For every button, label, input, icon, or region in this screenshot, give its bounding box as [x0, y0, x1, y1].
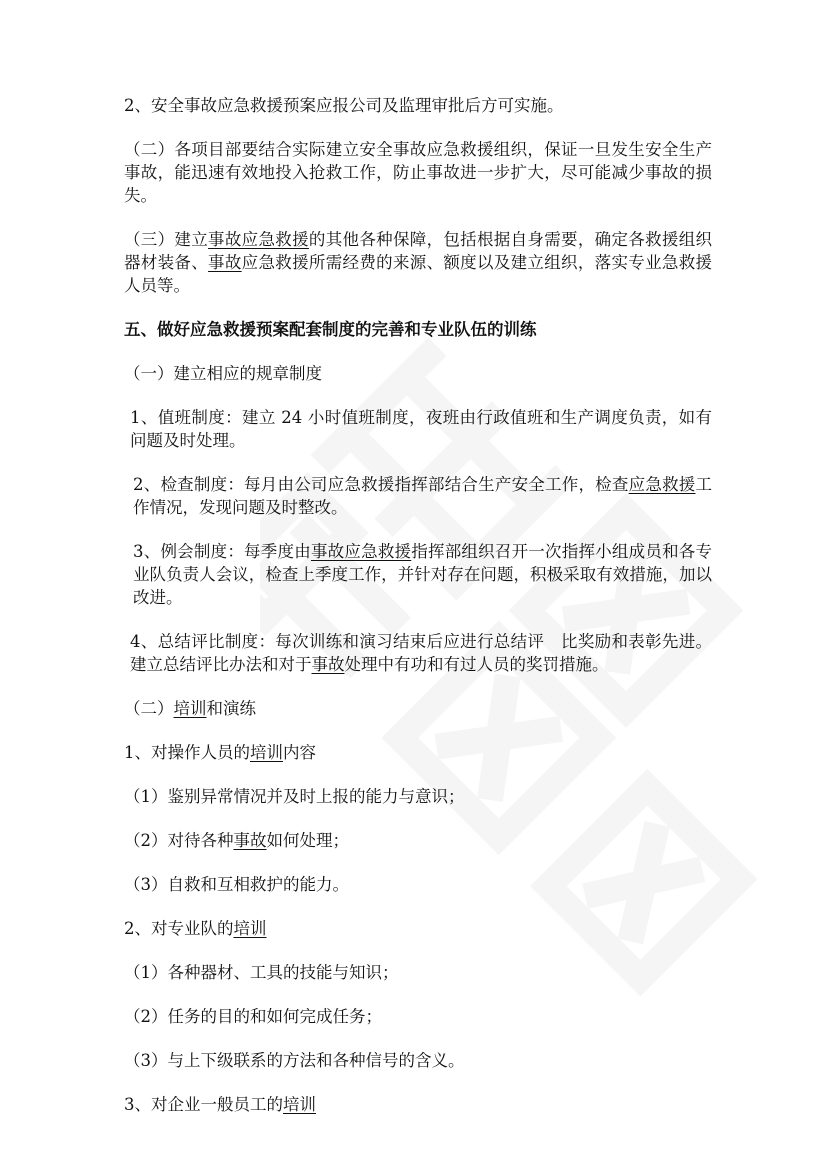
- rule-evaluation: [124, 630, 712, 676]
- text-run: 的其他各种保障，包括根据自身需要，确定各救援组织器材装备、: [124, 230, 713, 272]
- rule-duty: [124, 406, 712, 452]
- text-run: 3、例会制度：每季度由: [133, 542, 311, 561]
- text-run: 和演练: [206, 699, 256, 718]
- paragraph-text: 1、值班制度：建立 24 小时值班制度，夜班由行政值班和生产调度负责，如有问题及时处理。: [130, 408, 712, 450]
- underlined-term: 应急救援: [628, 475, 696, 494]
- subheading-text: （一）建立相应的规章制度: [124, 364, 322, 383]
- training-operators: [124, 741, 712, 764]
- rule-meeting: [124, 540, 712, 609]
- rule-inspection: [124, 473, 712, 519]
- text-run: 3、对企业一般员工的: [124, 1095, 283, 1114]
- text-run: 处理中有功和有过人员的奖罚措施。: [344, 655, 609, 674]
- text-run: （2）对待各种: [124, 831, 234, 850]
- paragraph-organization: [124, 138, 712, 207]
- underlined-term: 培训: [173, 699, 207, 718]
- list-item: [124, 1005, 712, 1028]
- list-item: [124, 961, 712, 984]
- paragraph-text: （二）各项目部要结合实际建立安全事故应急救援组织，保证一旦发生安全生产事故，能迅速有效地投入抢救工作，防止事故进一步扩大，尽可能减少事故的损失。: [124, 140, 712, 205]
- text-run: 1、对操作人员的: [124, 743, 250, 762]
- heading-text: 五、做好应急救援预案配套制度的完善和专业队伍的训练: [124, 320, 537, 339]
- list-item: [124, 1049, 712, 1072]
- paragraph-safeguards: [124, 228, 712, 297]
- text-run: 2、对专业队的: [124, 919, 234, 938]
- text-run: （二）: [124, 699, 174, 718]
- underlined-term: 事故: [208, 253, 242, 272]
- list-item: [124, 829, 712, 852]
- text-run: 指挥部组织召开一次指挥小组成员和各专业队负责人会议，检查上季度工作，并针对存在问题，积极采取有效措施，加以改进。: [133, 542, 713, 607]
- list-item-text: （3）与上下级联系的方法和各种信号的含义。: [124, 1051, 465, 1070]
- training-general-staff: [124, 1093, 712, 1116]
- section-heading-five: [124, 318, 712, 341]
- underlined-term: 事故: [233, 831, 267, 850]
- text-run: （三）建立: [124, 230, 209, 249]
- subheading-regulations: [124, 362, 712, 385]
- underlined-term: 事故: [311, 655, 345, 674]
- paragraph-approval: [124, 94, 712, 117]
- subheading-training: [124, 697, 712, 720]
- list-item: [124, 873, 712, 896]
- text-run: 如何处理；: [266, 831, 349, 850]
- underlined-term: 培训: [233, 919, 267, 938]
- text-run: 内容: [283, 743, 316, 762]
- text-run: 2、检查制度：每月由公司应急救援指挥部结合生产安全工作，检查: [133, 475, 629, 494]
- list-item-text: （2）任务的目的和如何完成任务；: [124, 1007, 382, 1026]
- paragraph-text: 2、安全事故应急救援预案应报公司及监理审批后方可实施。: [124, 96, 564, 115]
- underlined-term: 培训: [283, 1095, 316, 1114]
- list-item-text: （1）鉴别异常情况并及时上报的能力与意识；: [124, 787, 465, 806]
- underlined-term: 事故应急救援: [208, 230, 309, 249]
- list-item-text: （3）自救和互相救护的能力。: [124, 875, 349, 894]
- text-run: 4、总结评比制度：每次训练和演习结束后应进行总结评 比奖励和表彰先进。建立总结评比办法和对于: [130, 632, 712, 674]
- underlined-term: 培训: [250, 743, 283, 762]
- underlined-term: 事故应急救援: [310, 542, 412, 561]
- text-run: 工作情况，发现问题及时整改。: [133, 475, 713, 517]
- training-professional-team: [124, 917, 712, 940]
- text-run: 应急救援所需经费的来源、额度以及建立组织，落实专业急救援人员等。: [124, 253, 713, 295]
- list-item-text: （1）各种器材、工具的技能与知识；: [124, 963, 399, 982]
- document-body: [124, 94, 712, 1137]
- list-item: [124, 785, 712, 808]
